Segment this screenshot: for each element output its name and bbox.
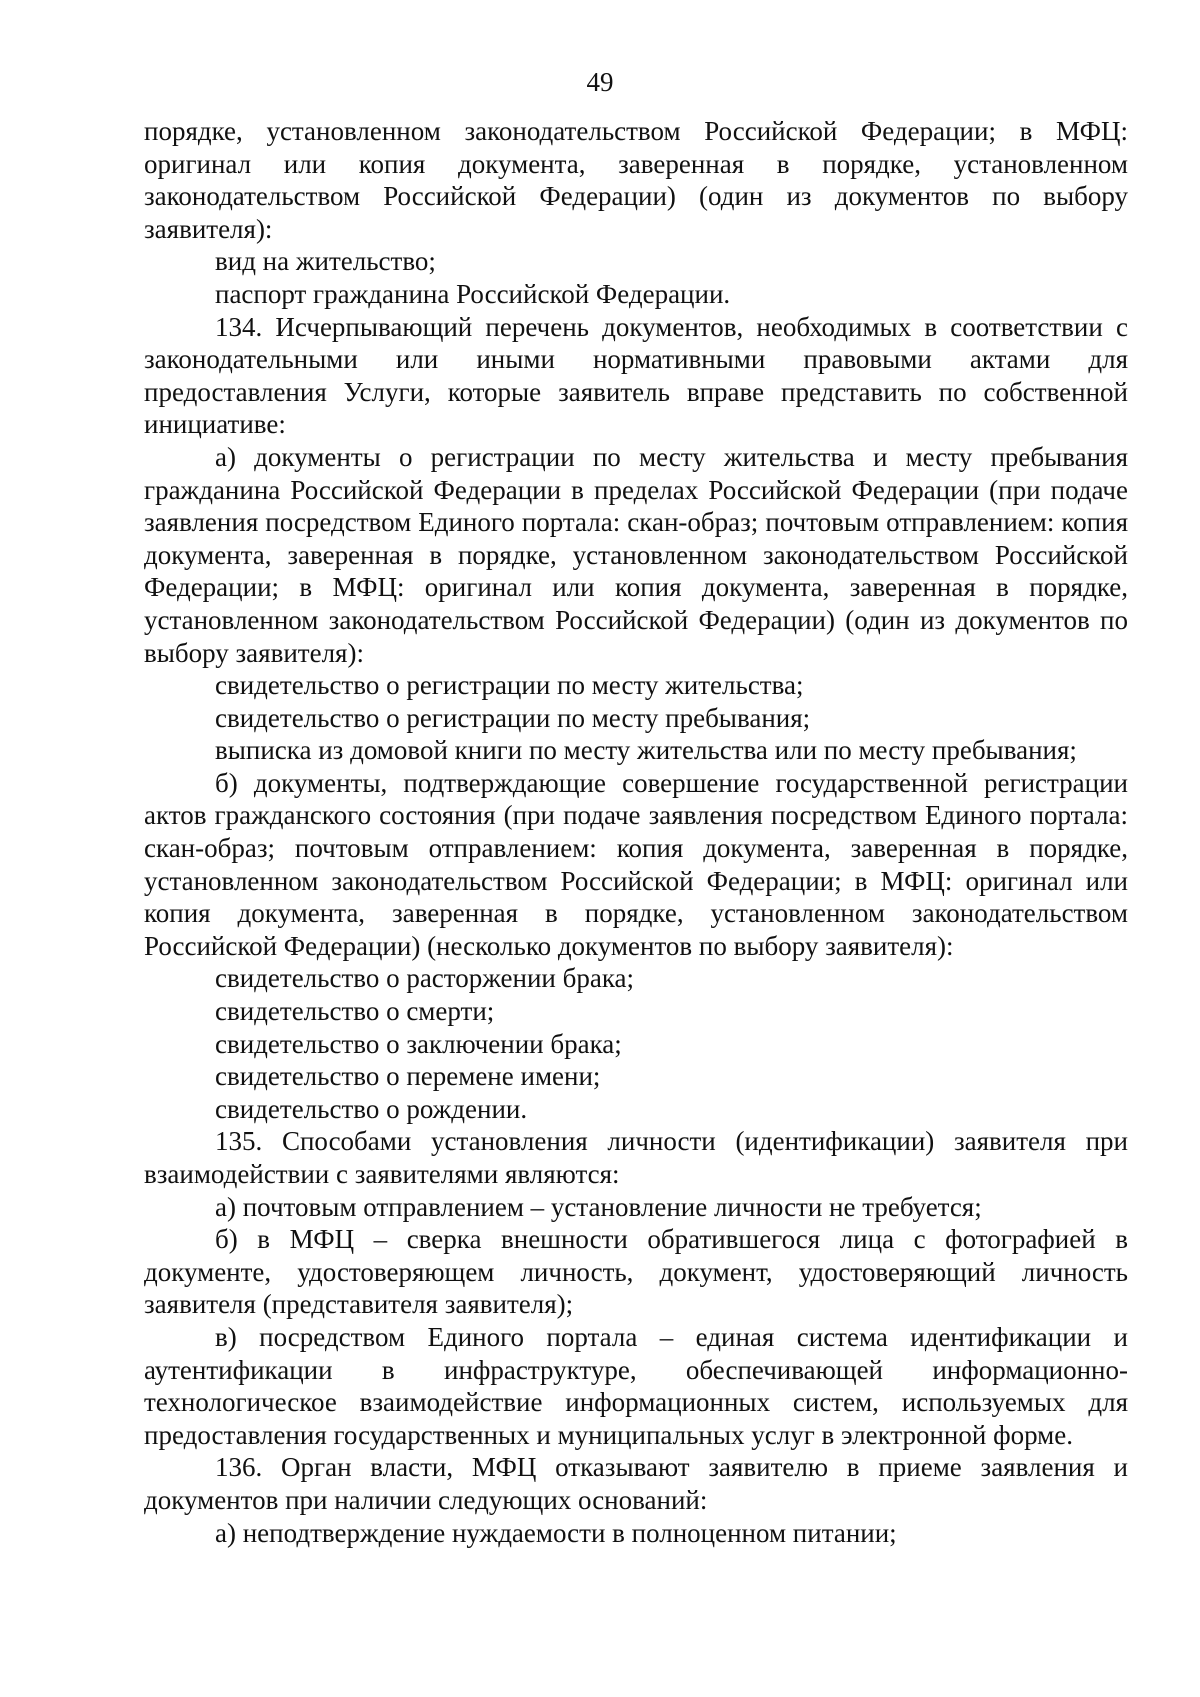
paragraph: б) в МФЦ – сверка внешности обратившегося лица с фотографией в документе, удостоверяющем личность, документ, удостоверяющий личность заявителя (представителя заявителя); [144,1224,1128,1320]
list-item: свидетельство о перемене имени; [215,1061,601,1092]
list-item: выписка из домовой книги по месту жительства или по месту пребывания; [215,735,1077,766]
paragraph: а) документы о регистрации по месту жительства и месту пребывания гражданина Российской Федерации в пределах Российской Федерации (при подаче заявления посредством Единого портала: скан-образ; почтовым отправлением: копия документа, заверенная в порядке, установленном законодательством Российской Федерации; в МФЦ: оригинал или копия документа, заверенная в порядке, установленном законодательством Российской Федерации) (один из документов по выбору заявителя): [144,441,1128,668]
paragraph: 136. Орган власти, МФЦ отказывают заявителю в приеме заявления и документов при наличии следующих оснований: [144,1452,1128,1515]
list-item: паспорт гражданина Российской Федерации. [215,278,731,309]
list-item: свидетельство о расторжении брака; [215,963,635,994]
document-body [144,115,1128,1549]
paragraph: а) почтовым отправлением – установление личности не требуется; [215,1191,982,1222]
paragraph: 134. Исчерпывающий перечень документов, необходимых в соответствии с законодательными или иными нормативными правовыми актами для предоставления Услуги, которые заявитель вправе представить по собственной инициативе: [144,311,1128,440]
list-item: свидетельство о смерти; [215,996,495,1027]
paragraph: б) документы, подтверждающие совершение государственной регистрации актов гражданского состояния (при подаче заявления посредством Единого портала: скан-образ; почтовым отправлением: копия документа, заверенная в порядке, установленном законодательством Российской Федерации; в МФЦ: оригинал или копия документа, заверенная в порядке, установленном законодательством Российской Федерации) (несколько документов по выбору заявителя): [144,767,1128,961]
paragraph: порядке, установленном законодательством Российской Федерации; в МФЦ: оригинал или копия документа, заверенная в порядке, установленном законодательством Российской Федерации) (один из документов по выбору заявителя): [144,116,1128,244]
paragraph: в) посредством Единого портала – единая система идентификации и аутентификации в инфраструктуре, обеспечивающей информационно-технологическое взаимодействие информационных систем, используемых для предоставления государственных и муниципальных услуг в электронной форме. [144,1321,1128,1450]
paragraph: а) неподтверждение нуждаемости в полноценном питании; [215,1517,897,1548]
list-item: вид на жительство; [215,246,436,277]
list-item: свидетельство о регистрации по месту пребывания; [215,702,811,733]
page-number: 49 [586,67,614,97]
list-item: свидетельство о регистрации по месту жительства; [215,670,804,701]
paragraph: 135. Способами установления личности (идентификации) заявителя при взаимодействии с заявителями являются: [144,1126,1128,1189]
list-item: свидетельство о заключении брака; [215,1028,622,1059]
list-item: свидетельство о рождении. [215,1093,528,1124]
